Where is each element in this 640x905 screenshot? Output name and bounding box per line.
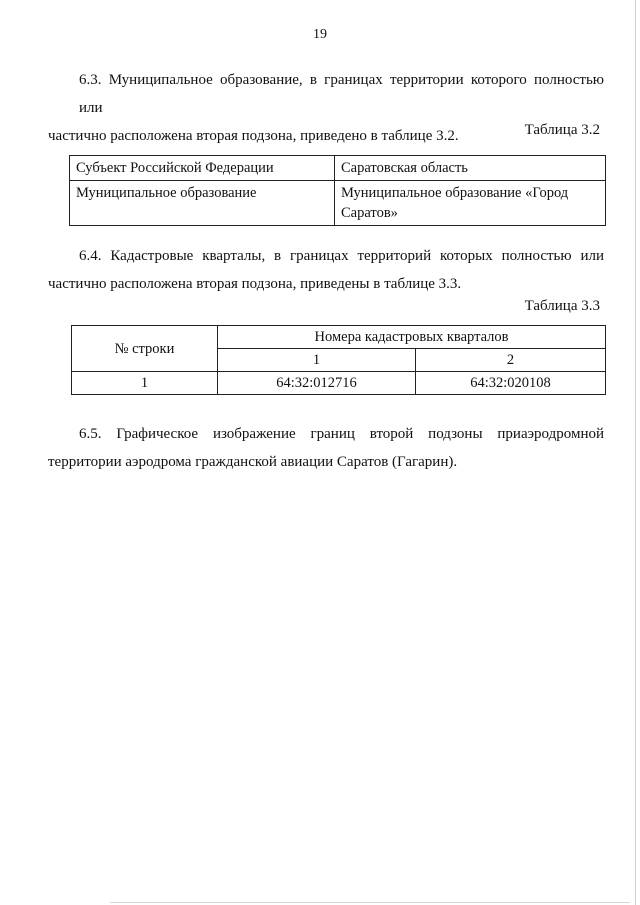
paragraph-6-5 bbox=[48, 420, 604, 476]
paragraph-6-3 bbox=[48, 66, 604, 150]
paragraph-6-5-line-1: 6.5. Графическое изображение границ второй подзоны приаэродромной bbox=[79, 426, 604, 442]
table-cell: Муниципальное образование «Город Саратов» bbox=[335, 181, 606, 226]
scan-edge-bottom bbox=[110, 902, 630, 903]
paragraph-6-4 bbox=[48, 242, 604, 298]
paragraph-6-4-line-2: частично расположена вторая подзона, приведены в таблице 3.3. bbox=[48, 276, 462, 292]
scan-edge-right bbox=[635, 0, 636, 905]
paragraph-6-5-line-2: территории аэродрома гражданской авиации Саратов (Гагарин). bbox=[48, 454, 458, 470]
page-number: 19 bbox=[313, 27, 327, 42]
header-row-number: № строки bbox=[72, 326, 218, 372]
column-number: 2 bbox=[416, 349, 606, 372]
header-cadastral-quarters: Номера кадастровых кварталов bbox=[218, 326, 606, 349]
table-cell: Муниципальное образование bbox=[70, 181, 335, 226]
paragraph-6-4-line-1: 6.4. Кадастровые кварталы, в границах территорий которых полностью или bbox=[79, 248, 604, 264]
table-cell: Субъект Российской Федерации bbox=[70, 156, 335, 181]
table-3-3 bbox=[71, 325, 606, 395]
table-cell: 64:32:020108 bbox=[416, 372, 606, 395]
table-3-2-caption: Таблица 3.2 bbox=[524, 122, 600, 138]
table-cell: Саратовская область bbox=[335, 156, 606, 181]
table-row bbox=[70, 156, 606, 181]
table-3-2 bbox=[69, 155, 606, 226]
table-3-3-caption: Таблица 3.3 bbox=[524, 298, 600, 314]
column-number: 1 bbox=[218, 349, 416, 372]
table-cell: 64:32:012716 bbox=[218, 372, 416, 395]
paragraph-6-3-line-2: частично расположена вторая подзона, приведено в таблице 3.2. bbox=[48, 128, 459, 144]
table-row bbox=[70, 181, 606, 226]
paragraph-6-3-line-1: 6.3. Муниципальное образование, в границах территории которого полностью или bbox=[79, 72, 604, 116]
table-cell-row-number: 1 bbox=[72, 372, 218, 395]
table-header-row bbox=[72, 326, 606, 349]
table-row bbox=[72, 372, 606, 395]
